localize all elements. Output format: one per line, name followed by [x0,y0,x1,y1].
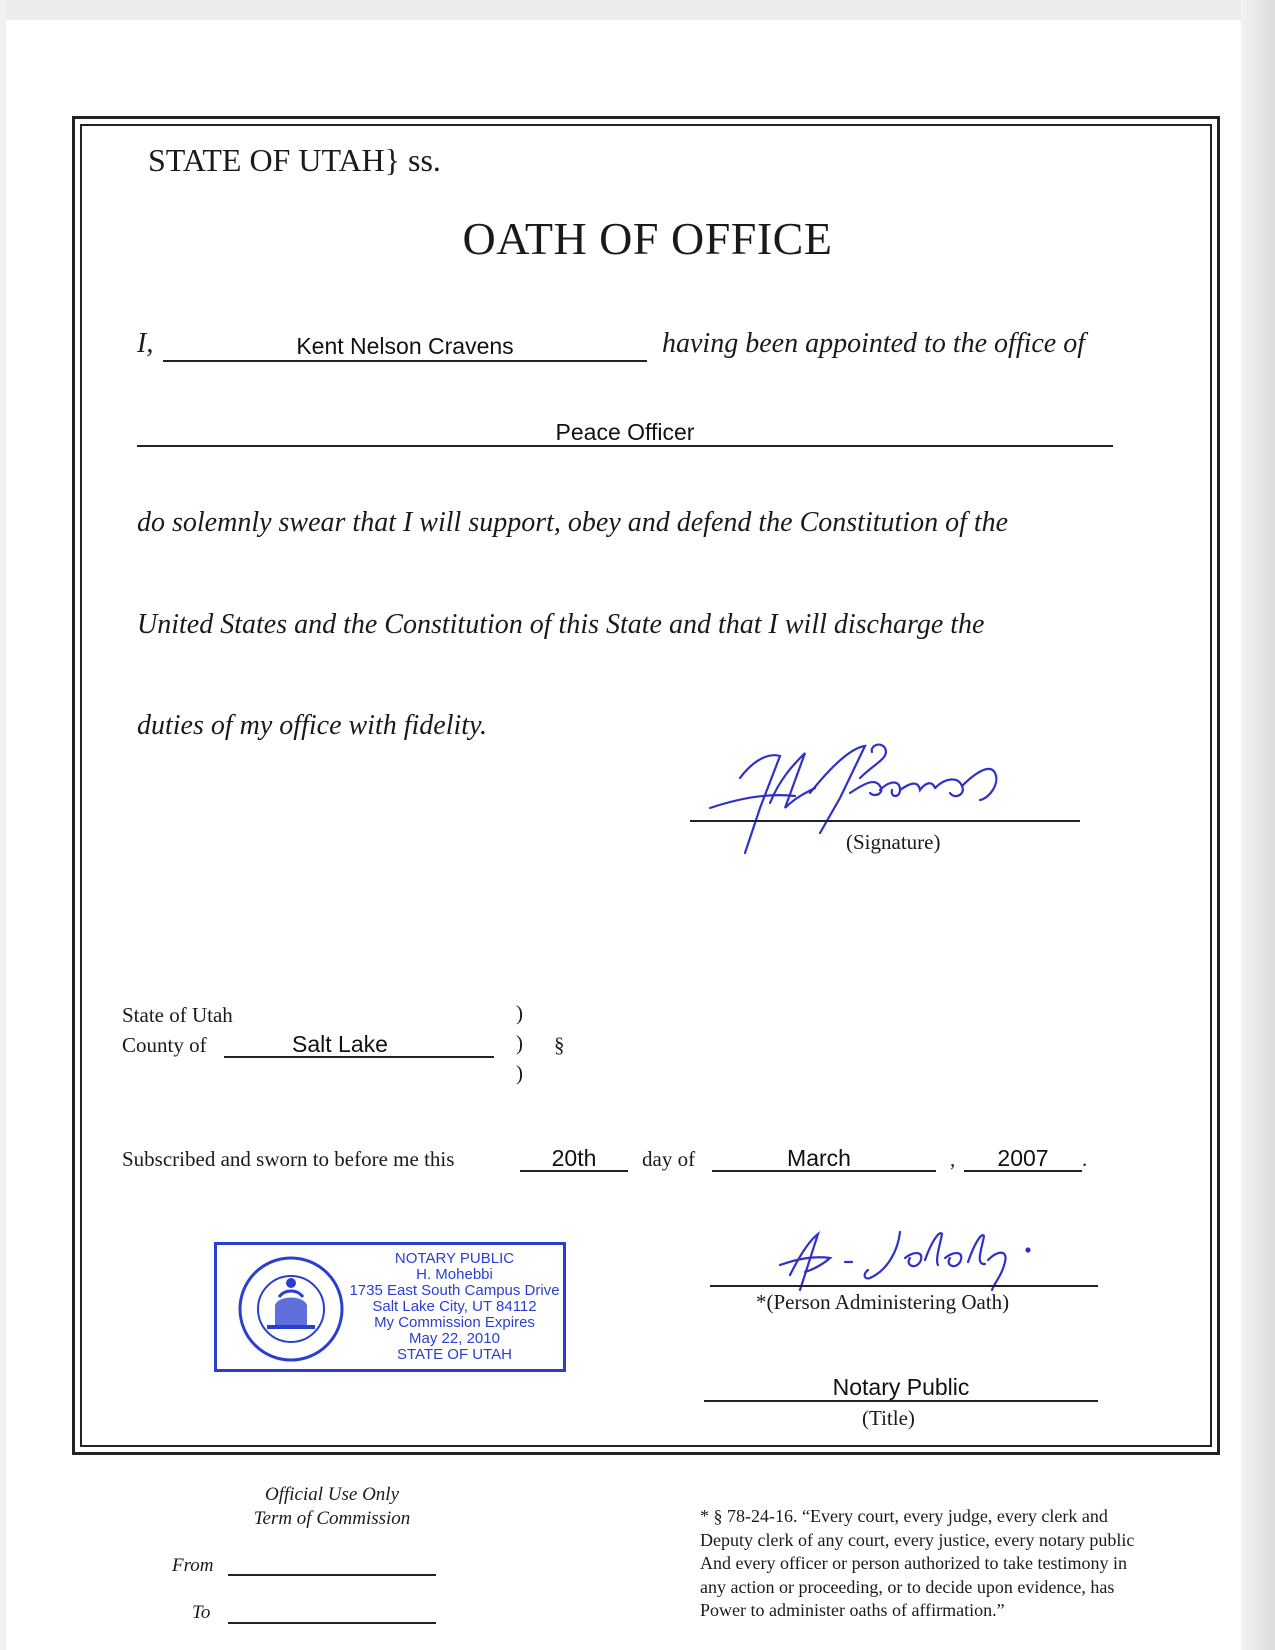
stamp-line: Salt Lake City, UT 84112 [372,1298,537,1315]
venue-paren-1: ) [516,1001,523,1025]
jurat-comma: , [950,1147,956,1171]
stamp-line: May 22, 2010 [409,1330,500,1347]
month-field: March [787,1145,851,1171]
signature-line [690,790,1080,822]
administrator-label: *(Person Administering Oath) [756,1290,1010,1314]
footnote-line: Deputy clerk of any court, every justice, every notary public [700,1529,1135,1550]
office-field: Peace Officer [555,419,695,445]
footnote-line: * § 78-24-16. “Every court, every judge, every clerk and [700,1506,1108,1526]
scan-edge-top [0,0,1275,20]
notary-stamp [214,1242,566,1372]
footnote-line: And every officer or person authorized to take testimony in [700,1553,1128,1573]
title-field: Notary Public [832,1374,970,1400]
jurat-prefix: Subscribed and sworn to before me this [122,1147,455,1171]
administrator-signature-line [710,1255,1098,1287]
venue-paren-3: ) [516,1061,523,1085]
venue-paren-2: ) [516,1031,523,1055]
stamp-text [347,1251,562,1363]
oath-prefix: I, [137,328,154,359]
footnote-line: Power to administer oaths of affirmation.” [700,1600,1005,1620]
stamp-line: My Commission Expires [374,1314,535,1331]
signature-label: (Signature) [846,830,941,854]
year-field: 2007 [997,1145,1049,1171]
to-label: To [192,1602,211,1623]
footnote-line: any action or proceeding, or to decide upon evidence, has [700,1576,1115,1597]
stamp-line: H. Mohebbi [416,1266,493,1283]
venue-state: State of Utah [122,1003,233,1027]
stamp-line: STATE OF UTAH [397,1346,512,1363]
oath-line-1: do solemnly swear that I will support, obey and defend the Constitution of the [137,507,1009,538]
officer-name-field: Kent Nelson Cravens [296,333,514,359]
stamp-line: 1735 East South Campus Drive [349,1282,560,1299]
venue-county-label: County of [122,1033,207,1057]
official-use-heading: Official Use Only [264,1484,400,1505]
from-label: From [172,1555,214,1576]
to-field-line [228,1596,436,1624]
section-mark: § [554,1033,565,1057]
page-title: OATH OF OFFICE [462,213,833,264]
day-field: 20th [551,1145,597,1171]
county-field: Salt Lake [292,1031,388,1057]
term-heading: Term of Commission [253,1508,411,1529]
state-seal-icon [237,1255,345,1363]
oath-line-3: duties of my office with fidelity. [137,710,487,741]
jurat-period: . [1082,1147,1088,1171]
statute-footnote [700,1505,1134,1623]
appointed-text: having been appointed to the office of [662,328,1086,359]
stamp-line: NOTARY PUBLIC [394,1250,515,1267]
from-field-line [228,1548,436,1576]
oath-line-2: United States and the Constitution of this State and that I will discharge the [137,609,985,640]
state-heading: STATE OF UTAH} ss. [148,142,441,178]
jurat-day-of: day of [642,1147,696,1171]
title-label: (Title) [862,1406,915,1430]
